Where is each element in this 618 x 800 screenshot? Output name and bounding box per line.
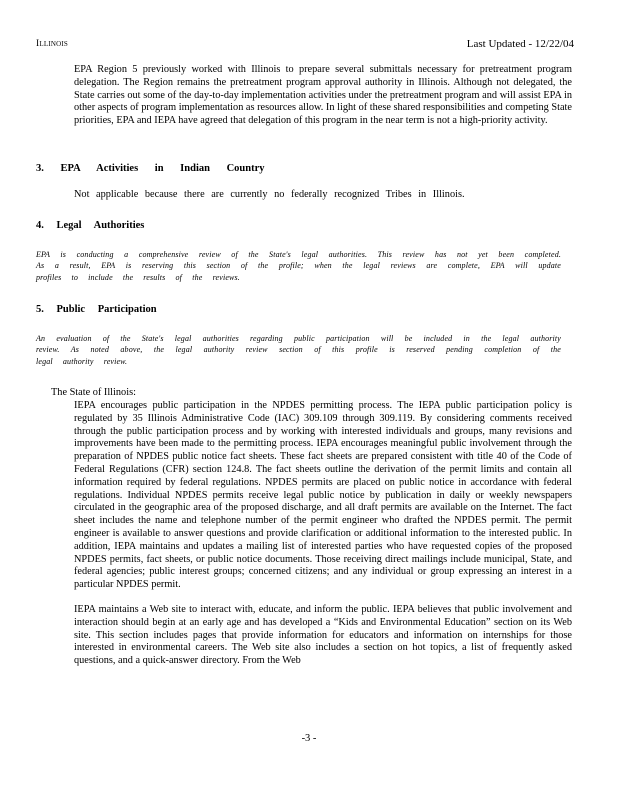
- paragraph-web-site: IEPA maintains a Web site to interact with, educate, and inform the public. IEPA believes that public involvement and interaction should begin at an early age and has developed a “Kids and Environmental Education” section on its Web site. This section includes pages that provide information for educators and information on internships for those interested in environmental careers. The Web site also includes a section on hot topics, a list of frequently asked questions, and a quick-answer directory. From the Web: [74, 603, 572, 667]
- section-heading-legal-authorities: 4. Legal Authorities: [36, 220, 145, 231]
- main-body: [74, 400, 572, 668]
- section-body-public-participation: An evaluation of the State's legal authorities regarding public participation will be included in the legal authority review. As noted above, the legal authority review section of this profile is reserved pending completion of the legal authority review.: [36, 334, 561, 366]
- page-number: -3 -: [301, 733, 317, 744]
- section-heading-public-participation: 5. Public Participation: [36, 304, 157, 315]
- header-state: Illinois: [36, 39, 68, 49]
- state-label: The State of Illinois:: [51, 387, 136, 398]
- section-body-legal-authorities: EPA is conducting a comprehensive review of the State's legal authorities. This review has not yet been completed. As a result, EPA is reserving this section of the profile; when the legal reviews are complete, EPA will update profiles to include the results of the reviews.: [36, 250, 561, 282]
- section-heading-indian-country: 3. EPA Activities in Indian Country: [36, 163, 265, 174]
- header-last-updated: Last Updated - 12/22/04: [466, 38, 574, 50]
- paragraph-npdes-participation: IEPA encourages public participation in the NPDES permitting process. The IEPA public participation policy is regulated by 35 Illinois Administrative Code (IAC) 309.109 through 309.119. By considering comments received through the public participation process and by working with interested individuals and groups, many revisions and improvements have been made to the permitting process. IEPA encourages meaningful public involvement through the preparation of NPDES public notice fact sheets. These fact sheets are prepared consistent with title 40 of the Code of Federal Regulations (CFR) section 124.8. The fact sheets outline the derivation of the permit limits and contain all information required by federal regulations. NPDES permits are placed on public notice in accordance with federal regulations. Individual NPDES permits receive legal public notice by publication in daily or weekly newspapers circulated in the geographic area of the proposed discharge, and all draft permits are available on the Internet. The fact sheet includes the name and telephone number of the permit engineer who drafted the NPDES permit. The permit engineer is available to answer questions and provide clarification or additional information to the interested public. In addition, IEPA maintains and updates a mailing list of interested parties who have requested copies of the proposed NPDES permits, fact sheets, or public notice documents. Those receiving direct mailings include municipal, State, and federal agencies; public interest groups; concerned citizens; and any individual or group expressing an interest in a particular NPDES permit.: [74, 400, 572, 591]
- intro-paragraph: EPA Region 5 previously worked with Illinois to prepare several submittals necessary for pretreatment program delegation. The Region remains the pretreatment program approval authority in Illinois. Although not delegated, the State carries out some of the day-to-day implementation activities under the pretreatment program and will assist EPA in other aspects of program implementation as resources allow. In light of these shared responsibilities and competing State priorities, EPA and IEPA have agreed that delegation of this program in the near term is not a high-priority activity.: [74, 64, 572, 127]
- section-body-indian-country: Not applicable because there are currently no federally recognized Tribes in Illinois.: [74, 189, 465, 200]
